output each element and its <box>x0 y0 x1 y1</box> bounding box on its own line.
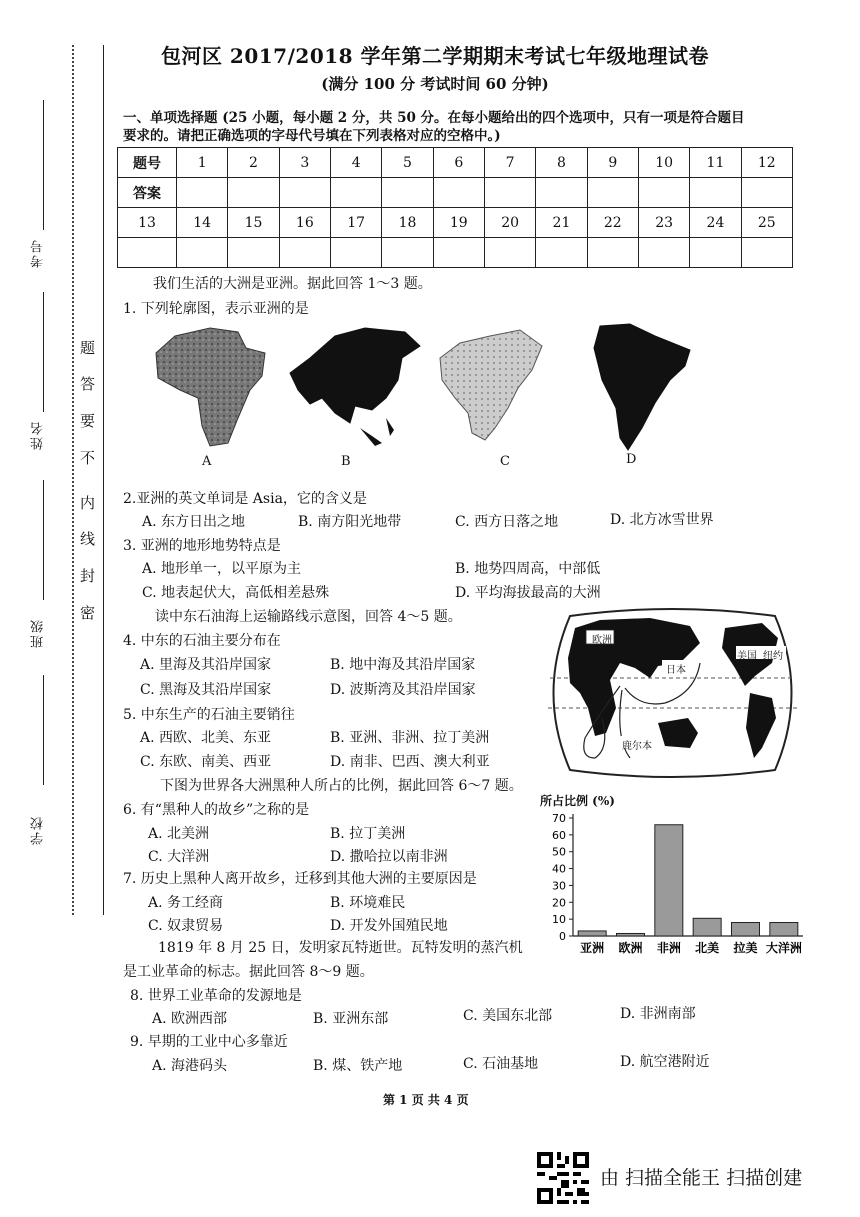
option-c-label: C <box>500 454 510 469</box>
y-tick-label: 30 <box>552 879 566 893</box>
intro-q8-9-line1: 1819 年 8 月 25 日，发明家瓦特逝世。瓦特发明的蒸汽机 <box>158 940 523 956</box>
school-label: 学校 <box>31 815 46 845</box>
y-tick-label: 70 <box>552 812 566 825</box>
name-line-top <box>43 292 44 412</box>
bar <box>617 933 645 936</box>
q8-option-c: C. 美国东北部 <box>463 1008 553 1024</box>
scanner-credit: 由 扫描全能王 扫描创建 <box>600 1167 803 1189</box>
class-label: 班级 <box>31 618 46 648</box>
question-number-cell: 3 <box>279 148 330 178</box>
answer-cell[interactable] <box>228 238 279 268</box>
answer-cell[interactable] <box>382 178 433 208</box>
q9-option-b: B. 煤、铁产地 <box>313 1058 403 1074</box>
exam-number-line <box>43 100 44 230</box>
q6-option-c: C. 大洋洲 <box>148 849 210 865</box>
bar <box>578 931 606 936</box>
seal-warning-char: 要 <box>80 412 96 430</box>
name-label: 姓名 <box>31 420 46 450</box>
q6-option-b: B. 拉丁美洲 <box>330 826 406 842</box>
question-number-cell: 10 <box>638 148 689 178</box>
question-number-cell: 24 <box>690 208 741 238</box>
q3-option-c: C. 地表起伏大，高低相差悬殊 <box>142 585 330 601</box>
name-line <box>43 480 44 600</box>
exam-number-label: 考号 <box>31 238 46 268</box>
answer-cell[interactable] <box>536 238 587 268</box>
chart-ylabel: 所占比例 (%) <box>540 794 615 808</box>
answer-cell[interactable] <box>330 238 381 268</box>
q6-option-a: A. 北美洲 <box>148 826 210 842</box>
table-row <box>118 238 793 268</box>
intro-q8-9-line2: 是工业革命的标志。据此回答 8～9 题。 <box>123 964 374 980</box>
y-tick-label: 60 <box>552 828 566 842</box>
question-number-cell: 5 <box>382 148 433 178</box>
x-tick-label: 大洋洲 <box>765 941 802 955</box>
seal-warning-char: 题 <box>80 339 96 357</box>
intro-q1-3: 我们生活的大洲是亚洲。据此回答 1～3 题。 <box>153 276 432 292</box>
qr-code-icon <box>537 1152 589 1204</box>
north-america-outline <box>440 330 542 440</box>
q4-stem: 4. 中东的石油主要分布在 <box>123 633 281 649</box>
q4-option-a: A. 里海及其沿岸国家 <box>140 657 272 673</box>
map-label-usa: 美国 <box>737 651 757 662</box>
q7-option-c: C. 奴隶贸易 <box>148 918 224 934</box>
answer-cell[interactable] <box>536 178 587 208</box>
question-number-cell: 1 <box>177 148 228 178</box>
question-number-cell: 22 <box>587 208 638 238</box>
q8-option-d: D. 非洲南部 <box>620 1006 696 1022</box>
x-tick-label: 欧洲 <box>618 941 643 955</box>
q6-option-d: D. 撒哈拉以南非洲 <box>330 849 448 865</box>
question-number-cell: 2 <box>228 148 279 178</box>
question-number-cell: 17 <box>330 208 381 238</box>
answer-cell[interactable] <box>330 178 381 208</box>
q3-option-d: D. 平均海拔最高的大洲 <box>455 585 601 601</box>
seal-warning-char: 线 <box>80 530 96 548</box>
q5-stem: 5. 中东生产的石油主要销往 <box>123 707 295 723</box>
bar <box>732 923 760 936</box>
answer-cell[interactable] <box>118 238 177 268</box>
q3-option-a: A. 地形单一，以平原为主 <box>142 561 302 577</box>
question-number-cell: 25 <box>741 208 792 238</box>
answer-cell[interactable] <box>382 238 433 268</box>
x-tick-label: 拉美 <box>733 941 758 955</box>
q4-option-d: D. 波斯湾及其沿岸国家 <box>330 682 476 698</box>
q8-stem: 8. 世界工业革命的发源地是 <box>130 988 302 1004</box>
page-number: 第 1 页 共 4 页 <box>383 1093 469 1107</box>
south-america-outline <box>594 324 690 450</box>
map-label-japan: 日本 <box>666 665 686 676</box>
answer-cell[interactable] <box>484 178 535 208</box>
q2-option-d: D. 北方冰雪世界 <box>610 512 714 528</box>
q5-option-d: D. 南非、巴西、澳大利亚 <box>330 754 490 770</box>
question-number-cell: 14 <box>177 208 228 238</box>
x-tick-label: 非洲 <box>656 941 681 955</box>
seal-warning-char: 密 <box>80 604 96 622</box>
table-row <box>118 208 793 238</box>
bar <box>770 923 798 936</box>
question-number-cell: 6 <box>433 148 484 178</box>
answer-cell[interactable] <box>638 238 689 268</box>
answer-cell[interactable] <box>638 178 689 208</box>
asia-outline <box>290 328 420 423</box>
q6-stem: 6. 有“黑种人的故乡”之称的是 <box>123 802 310 818</box>
bar <box>655 825 683 936</box>
q3-option-b: B. 地势四周高，中部低 <box>455 561 601 577</box>
section1-instructions-line2: 要求的。请把正确选项的字母代号填在下列表格对应的空格中。) <box>123 128 501 144</box>
answer-cell[interactable] <box>690 238 741 268</box>
answer-cell[interactable] <box>279 178 330 208</box>
section1-instructions-line1: 一、单项选择题 (25 小题，每小题 2 分，共 50 分。在每小题给出的四个选项中，只有一项是符合题目 <box>123 110 745 126</box>
question-number-cell: 9 <box>587 148 638 178</box>
q9-option-d: D. 航空港附近 <box>620 1054 710 1070</box>
question-number-header: 题号 <box>118 148 177 178</box>
q9-option-c: C. 石油基地 <box>463 1056 539 1072</box>
y-tick-label: 40 <box>552 862 566 876</box>
answer-cell[interactable] <box>741 238 792 268</box>
q8-option-b: B. 亚洲东部 <box>313 1011 389 1027</box>
answer-cell[interactable] <box>177 178 228 208</box>
y-tick-label: 0 <box>559 930 566 943</box>
question-number-cell: 4 <box>330 148 381 178</box>
question-number-cell: 11 <box>690 148 741 178</box>
question-number-cell: 8 <box>536 148 587 178</box>
africa-outline <box>156 328 265 446</box>
question-number-cell: 23 <box>638 208 689 238</box>
exam-title: 包河区 2017/2018 学年第二学期期末考试七年级地理试卷 <box>160 44 710 68</box>
question-number-cell: 15 <box>228 208 279 238</box>
map-label-europe: 欧洲 <box>592 635 612 646</box>
y-tick-label: 50 <box>552 845 566 859</box>
answer-cell[interactable] <box>433 238 484 268</box>
y-tick-label: 20 <box>552 896 566 910</box>
q7-option-d: D. 开发外国殖民地 <box>330 918 448 934</box>
question-number-cell: 16 <box>279 208 330 238</box>
q2-option-c: C. 西方日落之地 <box>455 514 559 530</box>
question-number-cell: 20 <box>484 208 535 238</box>
answer-cell[interactable] <box>587 238 638 268</box>
binding-line <box>103 45 104 915</box>
q5-option-c: C. 东欧、南美、西亚 <box>140 754 272 770</box>
dotted-cut-line <box>72 45 74 915</box>
answer-table <box>117 147 793 268</box>
question-number-cell: 19 <box>433 208 484 238</box>
q7-option-a: A. 务工经商 <box>148 895 224 911</box>
answer-cell[interactable] <box>484 238 535 268</box>
answer-header: 答案 <box>118 178 177 208</box>
seal-warning-char: 不 <box>80 449 96 467</box>
table-row <box>118 178 793 208</box>
exam-subtitle: (满分 100 分 考试时间 60 分钟) <box>321 75 549 93</box>
q2-option-a: A. 东方日出之地 <box>142 514 246 530</box>
question-number-cell: 7 <box>484 148 535 178</box>
answer-cell[interactable] <box>177 238 228 268</box>
answer-cell[interactable] <box>741 178 792 208</box>
q9-option-a: A. 海港码头 <box>152 1058 228 1074</box>
intro-q4-5: 读中东石油海上运输路线示意图，回答 4～5 题。 <box>155 609 462 625</box>
bar <box>693 918 721 936</box>
q7-option-b: B. 环境难民 <box>330 895 406 911</box>
x-tick-label: 北美 <box>695 941 720 955</box>
oil-route-map <box>540 608 805 778</box>
q8-option-a: A. 欧洲西部 <box>152 1011 228 1027</box>
q4-option-c: C. 黑海及其沿岸国家 <box>140 682 272 698</box>
seal-warning-char: 答 <box>80 375 96 393</box>
y-tick-label: 10 <box>552 913 566 927</box>
answer-cell[interactable] <box>228 178 279 208</box>
seal-warning-char: 封 <box>80 567 96 585</box>
question-number-cell: 13 <box>118 208 177 238</box>
class-line <box>43 675 44 785</box>
table-row <box>118 148 793 178</box>
x-tick-label: 亚洲 <box>580 941 605 955</box>
option-d-label: D <box>626 452 637 467</box>
option-b-label: B <box>341 454 351 469</box>
map-label-new-york: 纽约 <box>763 651 783 662</box>
q3-stem: 3. 亚洲的地形地势特点是 <box>123 538 281 554</box>
question-number-cell: 12 <box>741 148 792 178</box>
answer-cell[interactable] <box>279 238 330 268</box>
q2-option-b: B. 南方阳光地带 <box>298 514 402 530</box>
option-a-label: A <box>202 454 212 469</box>
answer-cell[interactable] <box>587 178 638 208</box>
seal-warning-char: 内 <box>80 494 96 512</box>
answer-cell[interactable] <box>690 178 741 208</box>
continent-outlines <box>150 318 720 468</box>
q5-option-b: B. 亚洲、非洲、拉丁美洲 <box>330 730 490 746</box>
answer-cell[interactable] <box>433 178 484 208</box>
q5-option-a: A. 西欧、北美、东亚 <box>140 730 272 746</box>
q7-stem: 7. 历史上黑种人离开故乡，迁移到其他大洲的主要原因是 <box>123 871 477 887</box>
intro-q6-7: 下图为世界各大洲黑种人所占的比例，据此回答 6～7 题。 <box>160 778 523 794</box>
question-number-cell: 18 <box>382 208 433 238</box>
question-number-cell: 21 <box>536 208 587 238</box>
q9-stem: 9. 早期的工业中心多靠近 <box>130 1034 288 1050</box>
q2-stem: 2.亚洲的英文单词是 Asia，它的含义是 <box>123 491 367 507</box>
map-label-melbourne: 鹿尔本 <box>622 741 652 752</box>
q4-option-b: B. 地中海及其沿岸国家 <box>330 657 476 673</box>
q1-stem: 1. 下列轮廓图，表示亚洲的是 <box>123 301 309 317</box>
black-population-chart <box>535 808 805 958</box>
